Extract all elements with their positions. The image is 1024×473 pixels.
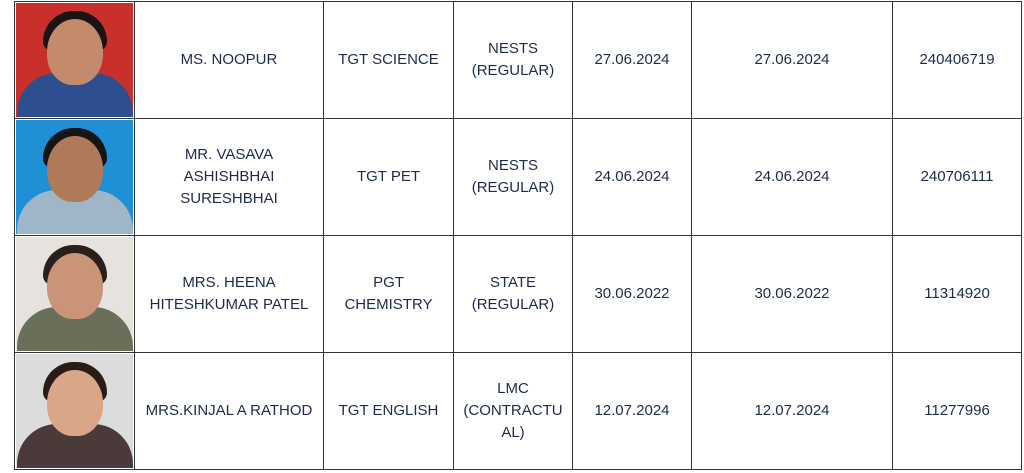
staff-name-cell xyxy=(135,2,324,119)
joining-date-text: 12.07.2024 xyxy=(594,402,670,419)
staff-table-body xyxy=(15,2,1022,470)
staff-name-text: MS. NOOPUR xyxy=(180,51,278,68)
staff-photo xyxy=(16,237,133,351)
appointment-type-text: STATE (REGULAR) xyxy=(471,274,555,313)
school-joining-date-cell xyxy=(692,119,893,236)
joining-date-cell xyxy=(573,2,692,119)
employee-id-text: 11277996 xyxy=(924,402,990,419)
photo-cell xyxy=(15,236,135,353)
employee-id-cell xyxy=(893,353,1022,470)
photo-face xyxy=(47,19,103,85)
school-joining-date-text: 24.06.2024 xyxy=(754,168,830,185)
table-row xyxy=(15,353,1022,470)
photo-cell xyxy=(15,353,135,470)
staff-photo xyxy=(16,354,133,468)
appointment-type-cell xyxy=(454,353,573,470)
appointment-type-text: NESTS (REGULAR) xyxy=(471,157,555,196)
staff-name-cell xyxy=(135,236,324,353)
staff-name-text: MRS.KINJAL A RATHOD xyxy=(145,402,313,419)
post-text: TGT ENGLISH xyxy=(338,402,439,419)
photo-cell xyxy=(15,2,135,119)
joining-date-cell xyxy=(573,353,692,470)
post-cell xyxy=(324,119,454,236)
appointment-type-cell xyxy=(454,236,573,353)
joining-date-text: 27.06.2024 xyxy=(594,51,670,68)
appointment-type-text: NESTS (REGULAR) xyxy=(471,40,555,79)
photo-cell xyxy=(15,119,135,236)
employee-id-text: 240706111 xyxy=(920,168,994,185)
staff-name-text: MR. VASAVA ASHISHBHAI SURESHBHAI xyxy=(180,146,278,207)
post-cell xyxy=(324,353,454,470)
post-text: TGT PET xyxy=(356,168,421,185)
post-cell xyxy=(324,236,454,353)
table-row xyxy=(15,2,1022,119)
staff-name-cell xyxy=(135,119,324,236)
joining-date-text: 30.06.2022 xyxy=(594,285,670,302)
school-joining-date-cell xyxy=(692,2,893,119)
post-cell xyxy=(324,2,454,119)
joining-date-cell xyxy=(573,236,692,353)
employee-id-text: 240406719 xyxy=(919,51,995,68)
staff-name-text: MRS. HEENA HITESHKUMAR PATEL xyxy=(149,274,309,313)
school-joining-date-cell xyxy=(692,236,893,353)
school-joining-date-text: 30.06.2022 xyxy=(754,285,830,302)
staff-name-cell xyxy=(135,353,324,470)
staff-photo xyxy=(16,120,133,234)
table-row xyxy=(15,119,1022,236)
employee-id-cell xyxy=(893,2,1022,119)
employee-id-cell xyxy=(893,236,1022,353)
appointment-type-cell xyxy=(454,119,573,236)
employee-id-cell xyxy=(893,119,1022,236)
employee-id-text: 11314920 xyxy=(924,285,990,302)
appointment-type-text: LMC (CONTRACTU AL) xyxy=(463,380,563,441)
school-joining-date-cell xyxy=(692,353,893,470)
photo-face xyxy=(47,253,103,319)
photo-face xyxy=(47,136,103,202)
table-row xyxy=(15,236,1022,353)
staff-photo xyxy=(16,3,133,117)
photo-face xyxy=(47,370,103,436)
joining-date-text: 24.06.2024 xyxy=(594,168,670,185)
school-joining-date-text: 27.06.2024 xyxy=(754,51,830,68)
appointment-type-cell xyxy=(454,2,573,119)
post-text: TGT SCIENCE xyxy=(338,51,439,68)
post-text: PGT CHEMISTRY xyxy=(344,274,433,313)
school-joining-date-text: 12.07.2024 xyxy=(754,402,830,419)
joining-date-cell xyxy=(573,119,692,236)
staff-table xyxy=(14,1,1022,470)
